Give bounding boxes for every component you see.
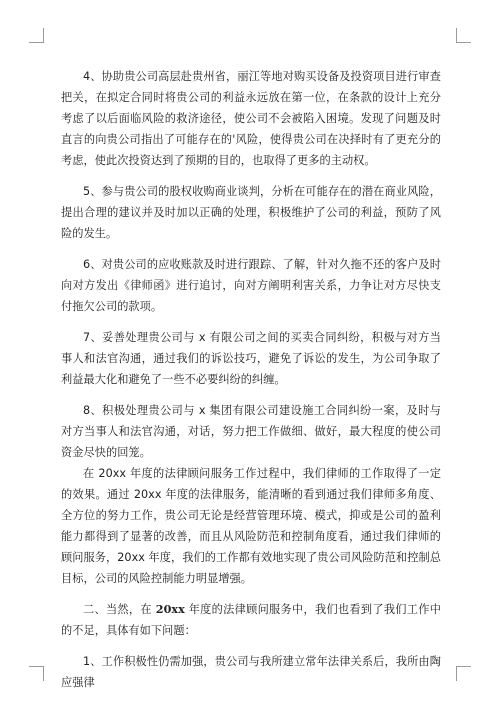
paragraph-item-8: 8、积极处理贵公司与 x 集团有限公司建设施工合同纠纷一案，及时与对方当事人和法官沟通，对话，努力把工作做细、做好，最大程度的使公司资金尽快的回笼。 [61, 404, 441, 459]
crop-mark-top-right [456, 28, 471, 43]
crop-mark-top-left [29, 28, 44, 43]
paragraph-item-7: 7、妥善处理贵公司与 x 有限公司之间的买卖合同纠纷，积极与对方当事人和法官沟通，通过我们的诉讼技巧，避免了诉讼的发生，为公司争取了利益最大化和避免了一些不必要纠纷的纠缠。 [61, 331, 441, 386]
paragraph-item-5: 5、参与贵公司的股权收购商业谈判，分析在可能存在的潜在商业风险，提出合理的建议并及时加以正确的处理，积极维护了公司的利益，预防了风险的发生。 [61, 185, 441, 240]
crop-mark-bottom-left [29, 666, 44, 681]
document-body [61, 66, 441, 693]
paragraph-item-4: 4、协助贵公司高层赴贵州省，丽江等地对购买设备及投资项目进行审查把关，在拟定合同时将贵公司的利益永远放在第一位，在条款的设计上充分考虑了以后面临风险的救济途径，使公司不会被陷入困境。发现了问题及时直言的向贵公司指出了可能存在的'风险，使得贵公司在决择时有了更充分的考虑，使此次投资达到了预期的目的，也取得了更多的主动权。 [61, 70, 441, 167]
paragraph-item-6: 6、对贵公司的应收账款及时进行跟踪、了解，针对久拖不还的客户及时向对方发出《律师函》进行追讨，向对方阐明利害关系，力争让对方尽快支付拖欠公司的款项。 [61, 258, 441, 313]
paragraph-issue-1: 1、工作积极性仍需加强，贵公司与我所建立常年法律关系后，我所由陶应强律 [61, 655, 441, 689]
section-two-text-after: 年度的法律顾问服务中，我们也看到了我们工作中的不足，具体有如下问题： [61, 603, 441, 637]
paragraph-section-two [61, 599, 441, 641]
section-two-year: 20xx [155, 602, 185, 616]
section-two-text-before: 二、当然，在 [83, 603, 156, 616]
paragraph-summary: 在 20xx 年度的法律顾问服务工作过程中，我们律师的工作取得了一定的效果。通过 20xx 年度的法律服务，能清晰的看到通过我们律师多角度、全方位的努力工作，贵公司无论是经营管理环境、模式，抑或是公司的盈利能力都得到了显著的改善，而且从风险防范和控制角度看，通过我们律师的顾问服务，20xx 年度，我们的工作都有效地实现了贵公司风险防范和控制总目标，公司的风险控制能力明显增强。 [61, 467, 441, 585]
crop-mark-bottom-right [456, 666, 471, 681]
